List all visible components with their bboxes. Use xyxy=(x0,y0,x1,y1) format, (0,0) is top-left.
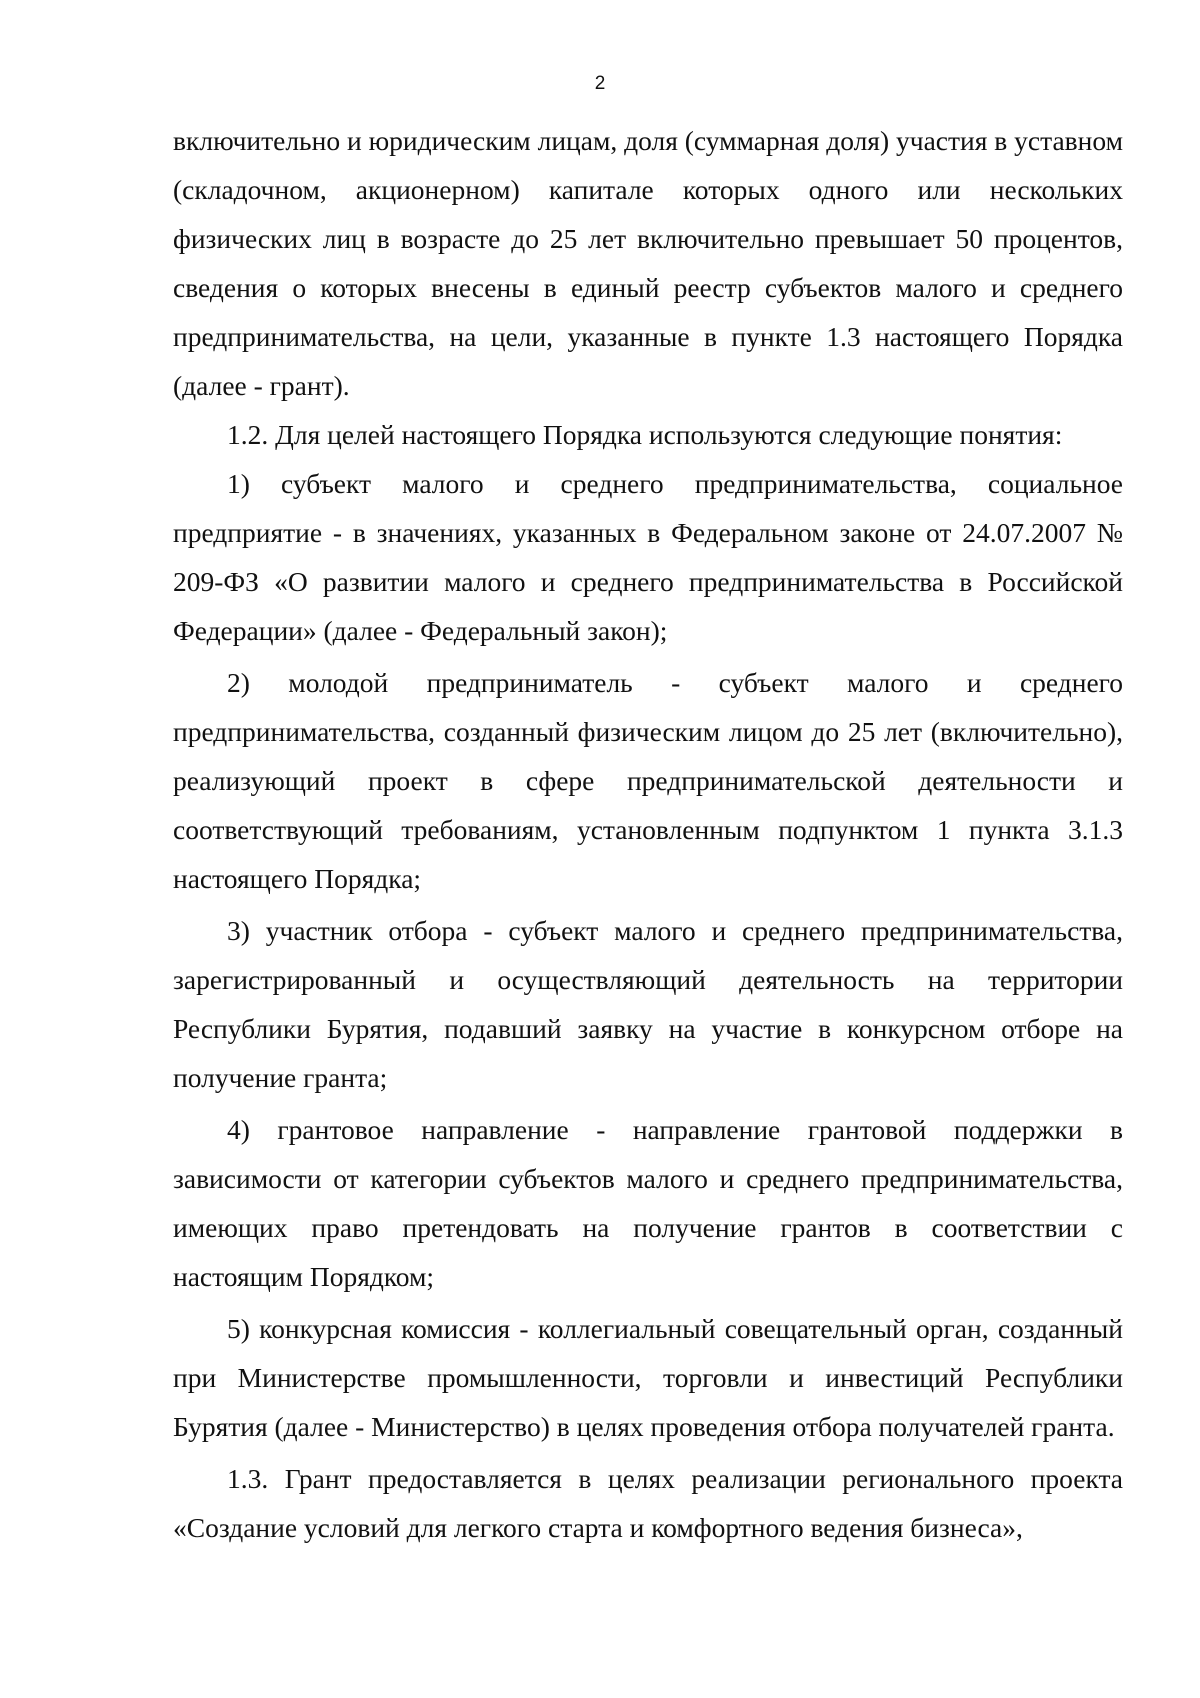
definition-item-2: 2) молодой предприниматель - субъект малого и среднего предпринимательства, созданный физическим лицом до 25 лет (включительно), реализующий проект в сфере предпринимательской деятельности и соответствующий требованиям, установленным подпунктом 1 пункта 3.1.3 настоящего Порядка; xyxy=(173,667,1123,894)
paragraph-1-2: 1.2. Для целей настоящего Порядка используются следующие понятия: xyxy=(227,419,1063,450)
page-number: 2 xyxy=(594,73,606,94)
paragraph-1-3: 1.3. Грант предоставляется в целях реализации регионального проекта «Создание условий для легкого старта и комфортного ведения бизнеса», xyxy=(173,1463,1123,1543)
definition-item-4: 4) грантовое направление - направление грантовой поддержки в зависимости от категории субъектов малого и среднего предпринимательства, имеющих право претендовать на получение грантов в соответствии с настоящим Порядком; xyxy=(173,1114,1123,1292)
definition-item-3: 3) участник отбора - субъект малого и среднего предпринимательства, зарегистрированный и осуществляющий деятельность на территории Республики Бурятия, подавший заявку на участие в конкурсном отборе на получение гранта; xyxy=(173,915,1123,1093)
document-body xyxy=(173,116,1123,1552)
definition-item-5: 5) конкурсная комиссия - коллегиальный совещательный орган, созданный при Министерстве промышленности, торговли и инвестиций Республики Бурятия (далее - Министерство) в целях проведения отбора получателей гранта. xyxy=(173,1313,1123,1442)
paragraph-continuation: включительно и юридическим лицам, доля (суммарная доля) участия в уставном (складочном, акционерном) капитале которых одного или нескольких физических лиц в возрасте до 25 лет включительно превышает 50 процентов, сведения о которых внесены в единый реестр субъектов малого и среднего предпринимательства, на цели, указанные в пункте 1.3 настоящего Порядка (далее - грант). xyxy=(173,125,1123,401)
definition-item-1: 1) субъект малого и среднего предпринимательства, социальное предприятие - в значениях, указанных в Федеральном законе от 24.07.2007 № 209-ФЗ «О развитии малого и среднего предпринимательства в Российской Федерации» (далее - Федеральный закон); xyxy=(173,468,1123,646)
